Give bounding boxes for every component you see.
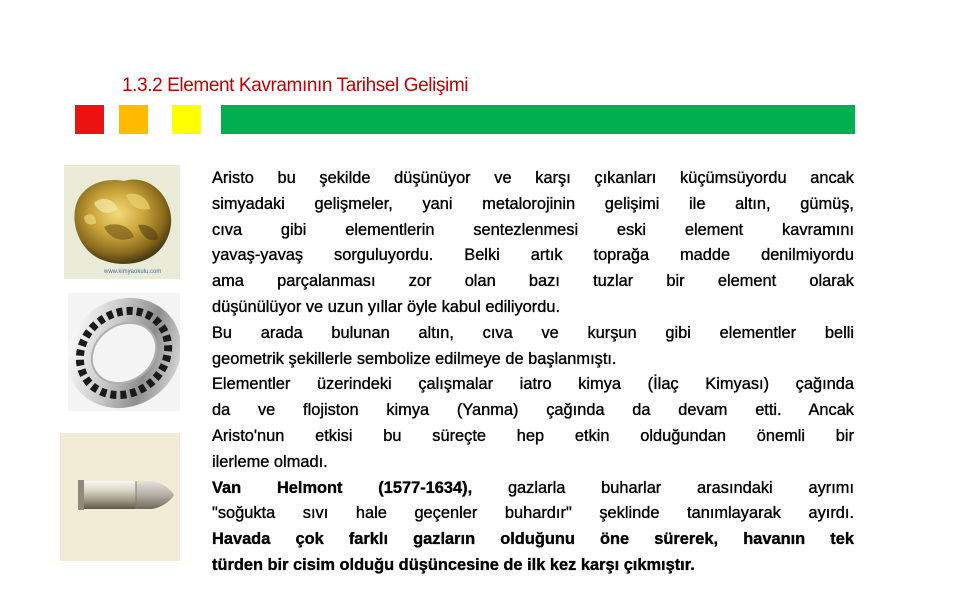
body-line: Bu arada bulunan altın, cıva ve kurşun gibi elementler belli bbox=[212, 323, 854, 342]
body-line: düşünülüyor ve uzun yıllar öyle kabul ediliyordu. bbox=[212, 297, 561, 316]
slide-title: 1.3.2 Element Kavramının Tarihsel Gelişimi bbox=[122, 75, 469, 96]
helmont-line-rest: gazlarla buharlar arasındaki ayrımı bbox=[472, 478, 854, 497]
body-line-bold: Havada çok farklı gazların olduğunu öne sürerek, havanın tek bbox=[212, 530, 854, 549]
body-line: cıva gibi elementlerin sentezlenmesi eski element kavramını bbox=[212, 220, 854, 239]
body-line: yavaş-yavaş sorguluyordu. Belki artık toprağa madde denilmiyordu bbox=[212, 246, 854, 265]
yellow-square bbox=[172, 105, 201, 134]
body-line: Elementler üzerindeki çalışmalar iatro kimya (İlaç Kimyası) çağında bbox=[212, 375, 854, 394]
image-watermark: www.kimyaokulu.com bbox=[104, 269, 162, 275]
body-line-bold: türden bir cisim olduğu düşüncesine de ilk kez karşı çıkmıştır. bbox=[212, 555, 695, 574]
gold-nugget-icon bbox=[64, 165, 180, 279]
body-line: geometrik şekillerle sembolize edilmeye de başlanmıştı. bbox=[212, 349, 617, 368]
body-line: "soğukta sıvı hale geçenler buhardır" şeklinde tanımlayarak ayırdı. bbox=[212, 504, 854, 523]
orange-square bbox=[119, 105, 148, 134]
helmont-line bbox=[212, 476, 854, 502]
body-line: ilerleme olmadı. bbox=[212, 452, 328, 471]
body-line: da ve flojiston kimya (Yanma) çağında da devam etti. Ancak bbox=[212, 401, 854, 420]
red-square bbox=[75, 105, 104, 134]
body-line: ama parçalanması zor olan bazı tuzlar bir element olarak bbox=[212, 272, 854, 291]
helmont-name: Van Helmont (1577-1634), bbox=[212, 478, 473, 497]
bullet-image bbox=[60, 433, 180, 561]
body-text bbox=[212, 166, 854, 579]
gold-nugget-image bbox=[64, 165, 180, 279]
body-line: simyadaki gelişmeler, yani metalorojinin gelişimi ile altın, gümüş, bbox=[212, 194, 854, 213]
body-line: Aristo bu şekilde düşünüyor ve karşı çıkanları küçümsüyordu ancak bbox=[212, 169, 854, 187]
silver-ring-icon bbox=[68, 293, 180, 411]
bullet-cartridge-icon bbox=[60, 433, 180, 561]
silver-ring-image bbox=[68, 293, 180, 411]
green-bar bbox=[221, 105, 855, 134]
body-line: Aristo'nun etkisi bu süreçte hep etkin olduğundan önemli bir bbox=[212, 426, 854, 445]
